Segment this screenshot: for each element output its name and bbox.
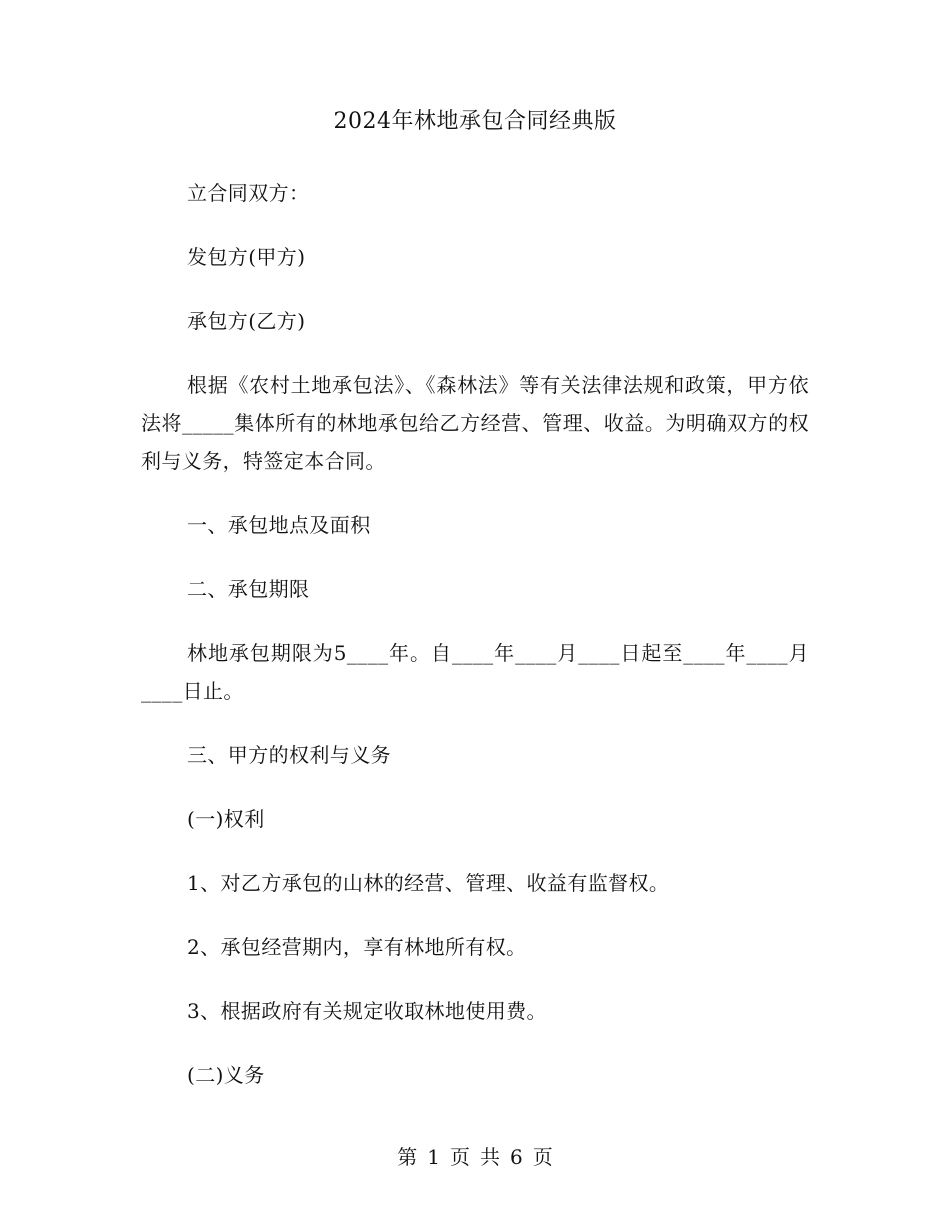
footer-current-page: 1: [427, 1145, 440, 1169]
document-title: 2024年林地承包合同经典版: [333, 109, 617, 134]
section-heading-party-a-rights: 三、甲方的权利与义务: [187, 743, 391, 767]
footer-label-total-unit: 页: [532, 1145, 553, 1169]
subsection-heading-rights: (一)权利: [187, 807, 265, 831]
footer-label-total: 共: [480, 1145, 500, 1169]
paragraph-term: 林地承包期限为5____年。自____年____月____日起至____年____月____日止。: [141, 641, 809, 703]
document-body: [141, 174, 809, 1120]
footer-label-page: 第: [397, 1145, 418, 1169]
list-item-right-3: 3、根据政府有关规定收取林地使用费。: [187, 999, 547, 1023]
paragraph-preamble: 根据《农村土地承包法》、《森林法》等有关法律法规和政策，甲方依法将_____集体所有的林地承包给乙方经营、管理、收益。为明确双方的权利与义务，特签定本合同。: [141, 373, 809, 473]
list-item-right-1: 1、对乙方承包的山林的经营、管理、收益有监督权。: [187, 871, 670, 895]
section-heading-term: 二、承包期限: [187, 577, 310, 601]
paragraph-party-a: 发包方(甲方): [187, 245, 306, 269]
paragraph-parties: 立合同双方：: [187, 181, 310, 205]
footer-label-page-unit: 页: [450, 1145, 470, 1169]
page-number-footer: [0, 1142, 950, 1172]
footer-total-pages: 6: [510, 1145, 523, 1169]
paragraph-party-b: 承包方(乙方): [187, 309, 306, 333]
subsection-heading-obligations: (二)义务: [187, 1063, 265, 1087]
list-item-right-2: 2、承包经营期内，享有林地所有权。: [187, 935, 527, 959]
section-heading-location: 一、承包地点及面积: [187, 513, 371, 537]
